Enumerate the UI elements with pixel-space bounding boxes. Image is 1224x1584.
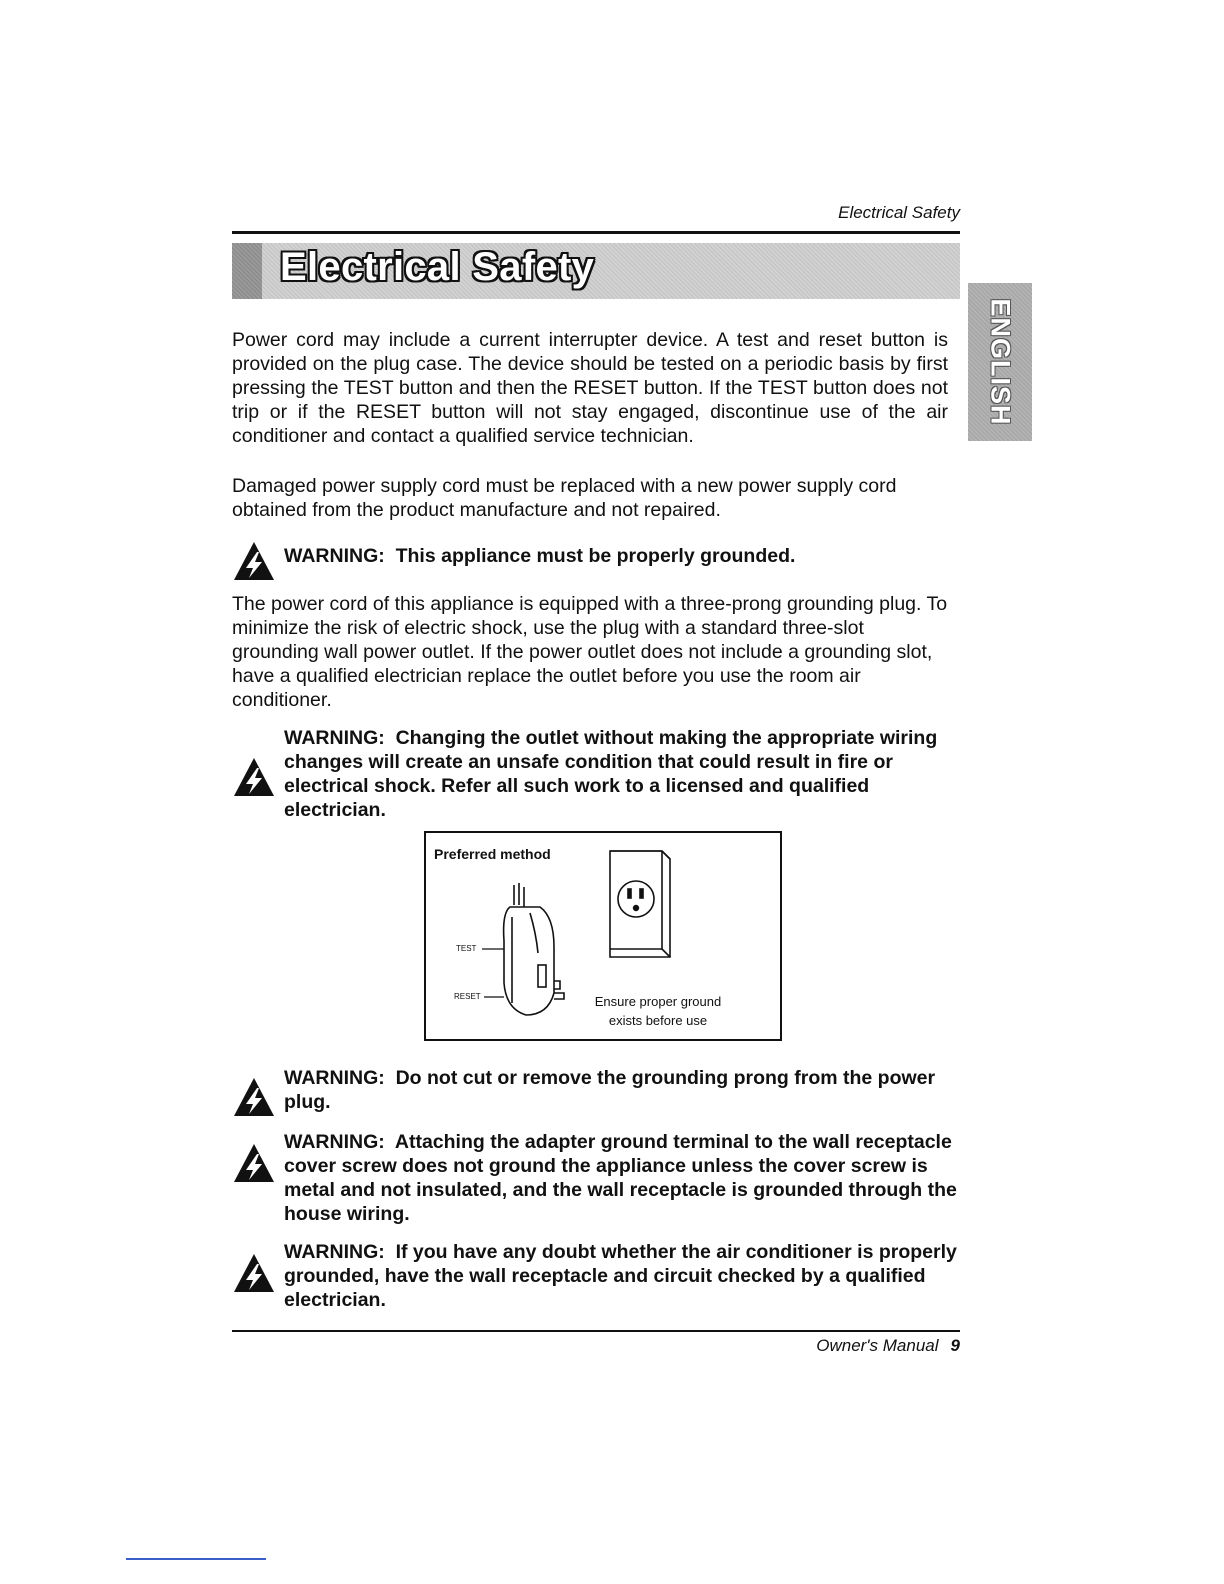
warning-text: If you have any doubt whether the air conditioner is properly grounded, have the wall receptacle and circuit checked by a qualified electrician. [284, 1241, 957, 1311]
gfci-plug-icon [504, 883, 564, 1015]
warning-grounding-prong [232, 1066, 962, 1118]
figure-drawing [426, 833, 780, 1039]
warning-label: WARNING: [284, 1131, 385, 1153]
page-number: 9 [950, 1336, 960, 1355]
warning-text: This appliance must be properly grounded. [395, 545, 796, 567]
footer-rule [232, 1330, 960, 1332]
warning-icon [232, 1142, 276, 1184]
wall-outlet-icon [610, 851, 670, 957]
warning-grounding-doubt [232, 1240, 962, 1316]
header-rule [232, 231, 960, 234]
page-title: Electrical Safety [280, 245, 595, 289]
footer [232, 1336, 960, 1356]
paragraph-damaged-cord: Damaged power supply cord must be replaced with a new power supply cord obtained from the product manufacture and not repaired. [232, 475, 897, 521]
figure-heading: Preferred method [434, 846, 551, 862]
warning-text: Changing the outlet without making the appropriate wiring changes will create an unsafe condition that could result in fire or electrical shock. Refer all such work to a licensed and qualified electrician. [284, 727, 938, 821]
warning-text: Do not cut or remove the grounding prong from the power plug. [284, 1067, 936, 1113]
warning-label: WARNING: [284, 545, 385, 567]
figure-caption-line1: Ensure proper ground [594, 994, 722, 1009]
warning-label: WARNING: [284, 1067, 385, 1089]
warning-label: WARNING: [284, 1241, 385, 1263]
warning-text: Attaching the adapter ground terminal to the wall receptacle cover screw does not ground the appliance unless the cover screw is metal and not insulated, and the wall receptacle is grounded through the house wiring. [284, 1131, 957, 1225]
warning-adapter-terminal [232, 1130, 962, 1230]
figure-caption-line2: exists before use [608, 1013, 708, 1028]
warning-changing-outlet [232, 726, 962, 826]
title-band-accent [232, 243, 262, 299]
paragraph-interrupter: Power cord may include a current interrupter device. A test and reset button is provided on the plug case. The device should be tested on a periodic basis by first pressing the TEST button and then the RESET button. If the TEST button does not trip or if the RESET button will not stay engaged, discontinue use of the air conditioner and contact a qualified service technician. [232, 329, 948, 447]
warning-label: WARNING: [284, 727, 385, 749]
language-tab [968, 283, 1032, 441]
running-head: Electrical Safety [838, 203, 960, 222]
test-label: TEST [456, 944, 477, 953]
footer-label: Owner's Manual [816, 1336, 939, 1355]
reset-label: RESET [454, 992, 481, 1001]
warning-icon [232, 540, 276, 582]
paragraph-three-prong: The power cord of this appliance is equipped with a three-prong grounding plug. To minimize the risk of electric shock, use the plug with a standard three-slot grounding wall power outlet. If the power outlet does not include a grounding slot, have a qualified electrician replace the outlet before you use the room air conditioner. [232, 593, 948, 711]
section-title-band [232, 243, 960, 299]
language-tab-label: ENGLISH [985, 298, 1016, 426]
warning-grounded [232, 540, 962, 584]
warning-icon [232, 756, 276, 798]
warning-icon [232, 1076, 276, 1118]
plug-outlet-figure [424, 831, 782, 1041]
warning-icon [232, 1252, 276, 1294]
scan-edge-mark [126, 1558, 266, 1560]
